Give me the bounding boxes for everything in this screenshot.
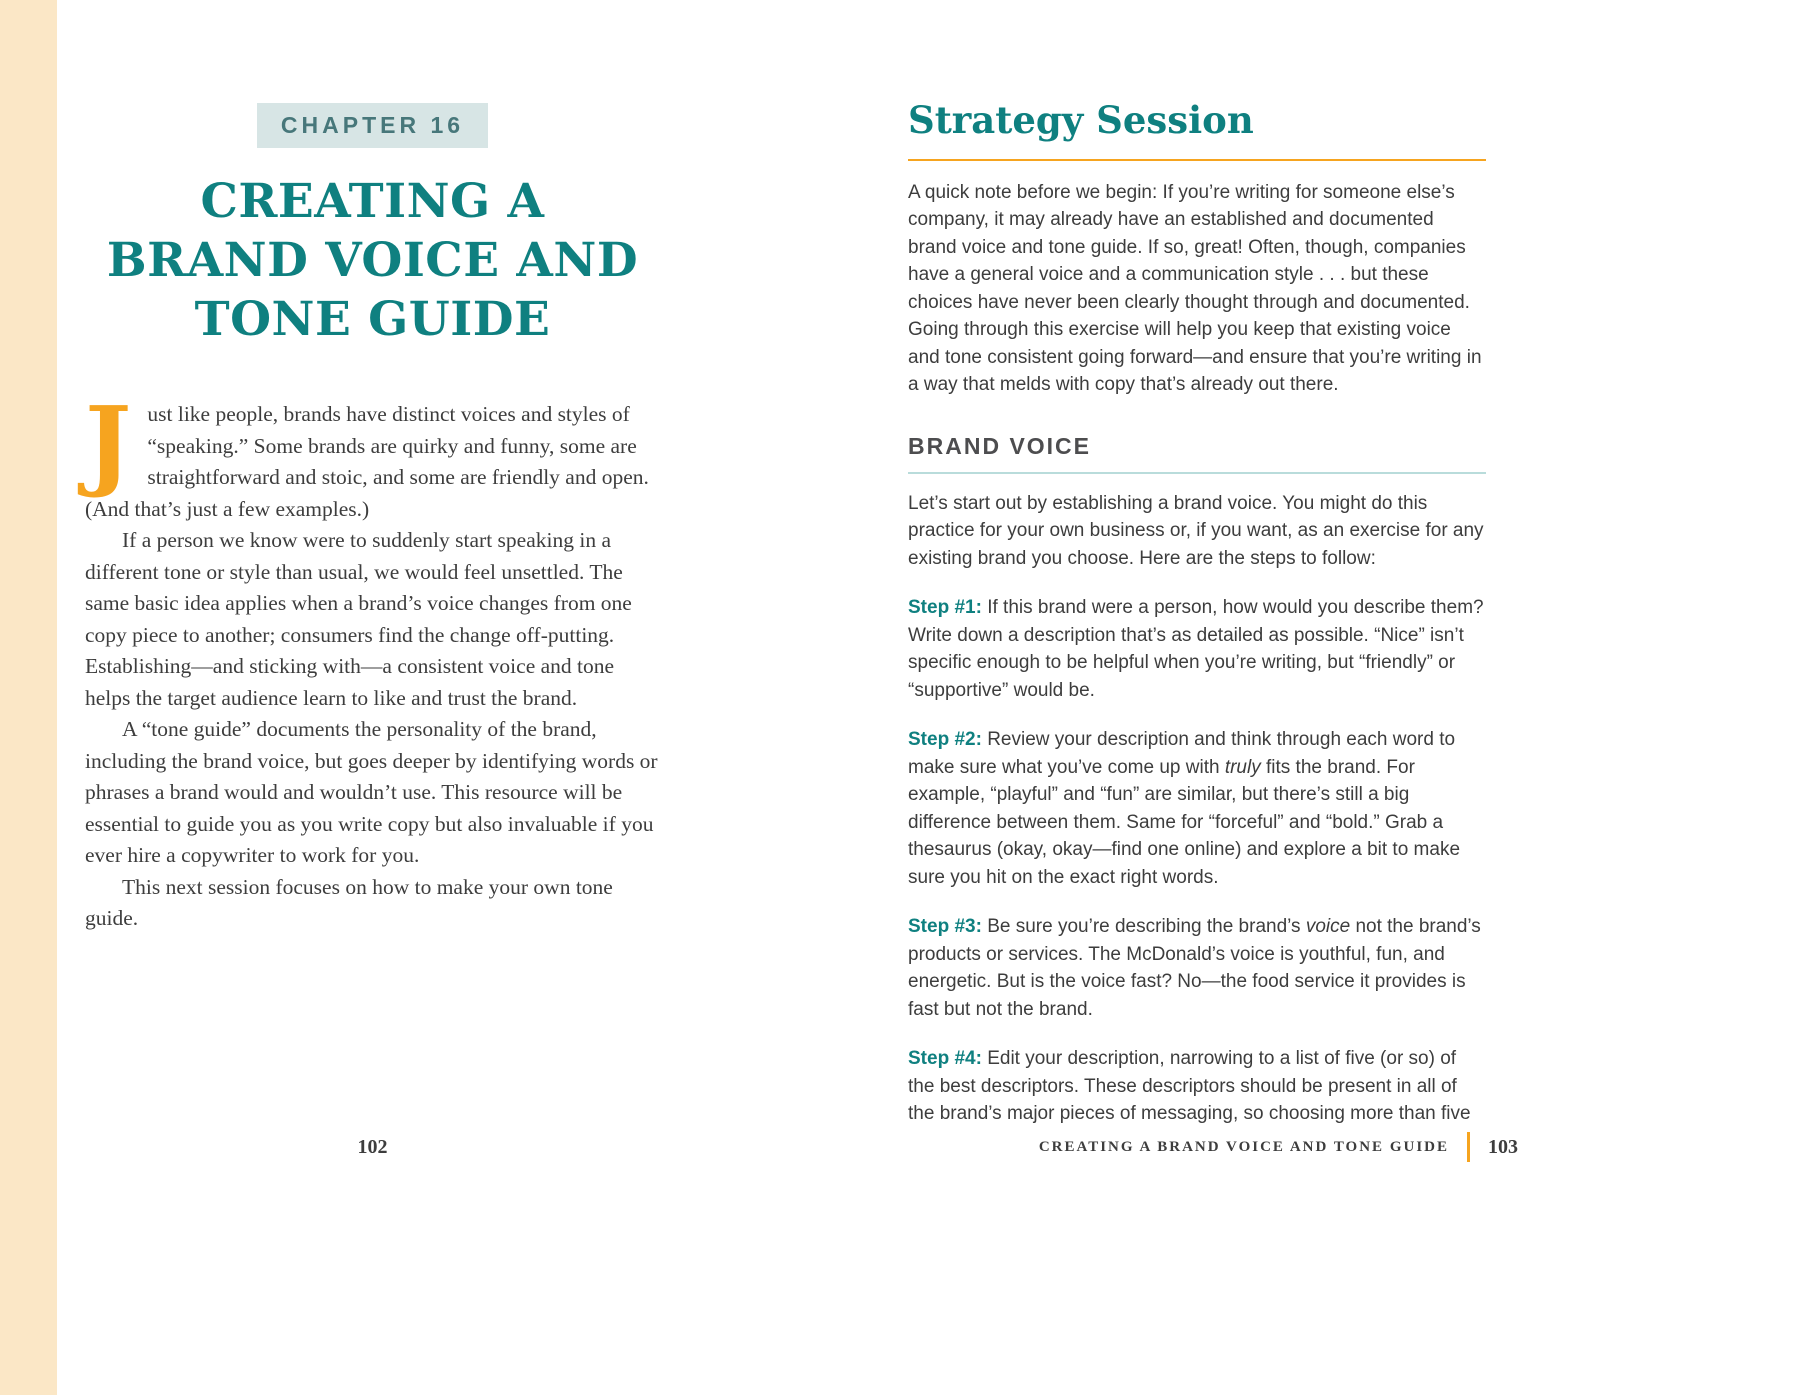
lead-paragraph <box>85 386 660 525</box>
chapter-title-line: BRAND VOICE AND <box>106 233 639 288</box>
section-intro-paragraph: Let’s start out by establishing a brand voice. You might do this practice for your own business or, if you want, as an exercise for any existing brand you choose. Here are the steps to follow: <box>908 492 1484 569</box>
chapter-body <box>85 386 660 935</box>
footer-divider <box>1467 1132 1470 1162</box>
chapter-title-line: TONE GUIDE <box>194 292 551 347</box>
intro-paragraph: A quick note before we begin: If you’re writing for someone else’s company, it may already have an established and documented brand voice and tone guide. If so, great! Often, though, companies have a general voice and a communication style . . . but these choices have never been clearly thought through and documented. Going through this exercise will help you keep that existing voice and tone consistent going forward—and ensure that you’re writing in a way that melds with copy that’s already out there. <box>908 181 1482 396</box>
strategy-session-heading: Strategy Session <box>908 0 1486 161</box>
chapter-title <box>85 172 660 349</box>
step-label: Step #2: <box>908 729 982 751</box>
step-label: Step #4: <box>908 1048 982 1070</box>
running-title: CREATING A BRAND VOICE AND TONE GUIDE <box>1038 1138 1449 1155</box>
step-label: Step #1: <box>908 597 982 619</box>
lead-paragraph-text: ust like people, brands have distinct voices and styles of “speaking.” Some brands are quirky and funny, some are straightforward and stoic, and some are friendly and open. (And that’s just a few examples.) <box>85 402 649 521</box>
right-page-footer <box>908 1132 1518 1162</box>
left-page <box>85 0 660 1395</box>
step-text: Be sure you’re describing the brand’s voice not the brand’s products or services. The McDonald’s voice is youthful, fun, and energetic. But is the voice fast? No—the food service it provides is fast but not the brand. <box>908 916 1481 1020</box>
step-text: Review your description and think through each word to make sure what you’ve come up with truly fits the brand. For example, “playful” and “fun” are similar, but there’s still a big difference between them. Same for “forceful” and “bold.” Grab a thesaurus (okay, okay—find one online) and explore a bit to make sure you hit on the exact right words. <box>908 729 1461 888</box>
body-paragraph: A “tone guide” documents the personality of the brand, including the brand voice, but goes deeper by identifying words or phrases a brand would and wouldn’t use. This resource will be essential to guide you as you write copy but also invaluable if you ever hire a copywriter to work for you. <box>85 717 658 867</box>
brand-voice-heading: BRAND VOICE <box>908 433 1486 474</box>
step-item-3 <box>908 913 1486 1023</box>
step-item-2 <box>908 726 1486 891</box>
drop-cap: J <box>85 386 132 501</box>
step-text: If this brand were a person, how would you describe them? Write down a description that’s as detailed as possible. “Nice” isn’t specific enough to be helpful when you’re writing, but “friendly” or “supportive” would be. <box>908 597 1484 701</box>
step-item-4 <box>908 1045 1486 1128</box>
step-label: Step #3: <box>908 916 982 938</box>
body-paragraph: This next session focuses on how to make your own tone guide. <box>85 874 613 930</box>
chapter-title-line: CREATING A <box>200 174 545 229</box>
right-page <box>908 0 1518 1395</box>
chapter-badge: CHAPTER 16 <box>257 103 488 148</box>
body-paragraph: If a person we know were to suddenly start speaking in a different tone or style than usual, we would feel unsettled. The same basic idea applies when a brand’s voice changes from one copy piece to another; consumers find the change off-putting. Establishing—and sticking with—a consistent voice and tone helps the target audience learn to like and trust the brand. <box>85 528 632 710</box>
step-item-1 <box>908 594 1486 704</box>
left-page-number: 102 <box>357 1136 388 1158</box>
right-page-number: 103 <box>1488 1135 1518 1158</box>
book-edge-strip <box>0 0 57 1395</box>
step-text: Edit your description, narrowing to a list of five (or so) of the best descriptors. These descriptors should be present in all of the brand’s major pieces of messaging, so choosing more than five <box>908 1048 1471 1125</box>
